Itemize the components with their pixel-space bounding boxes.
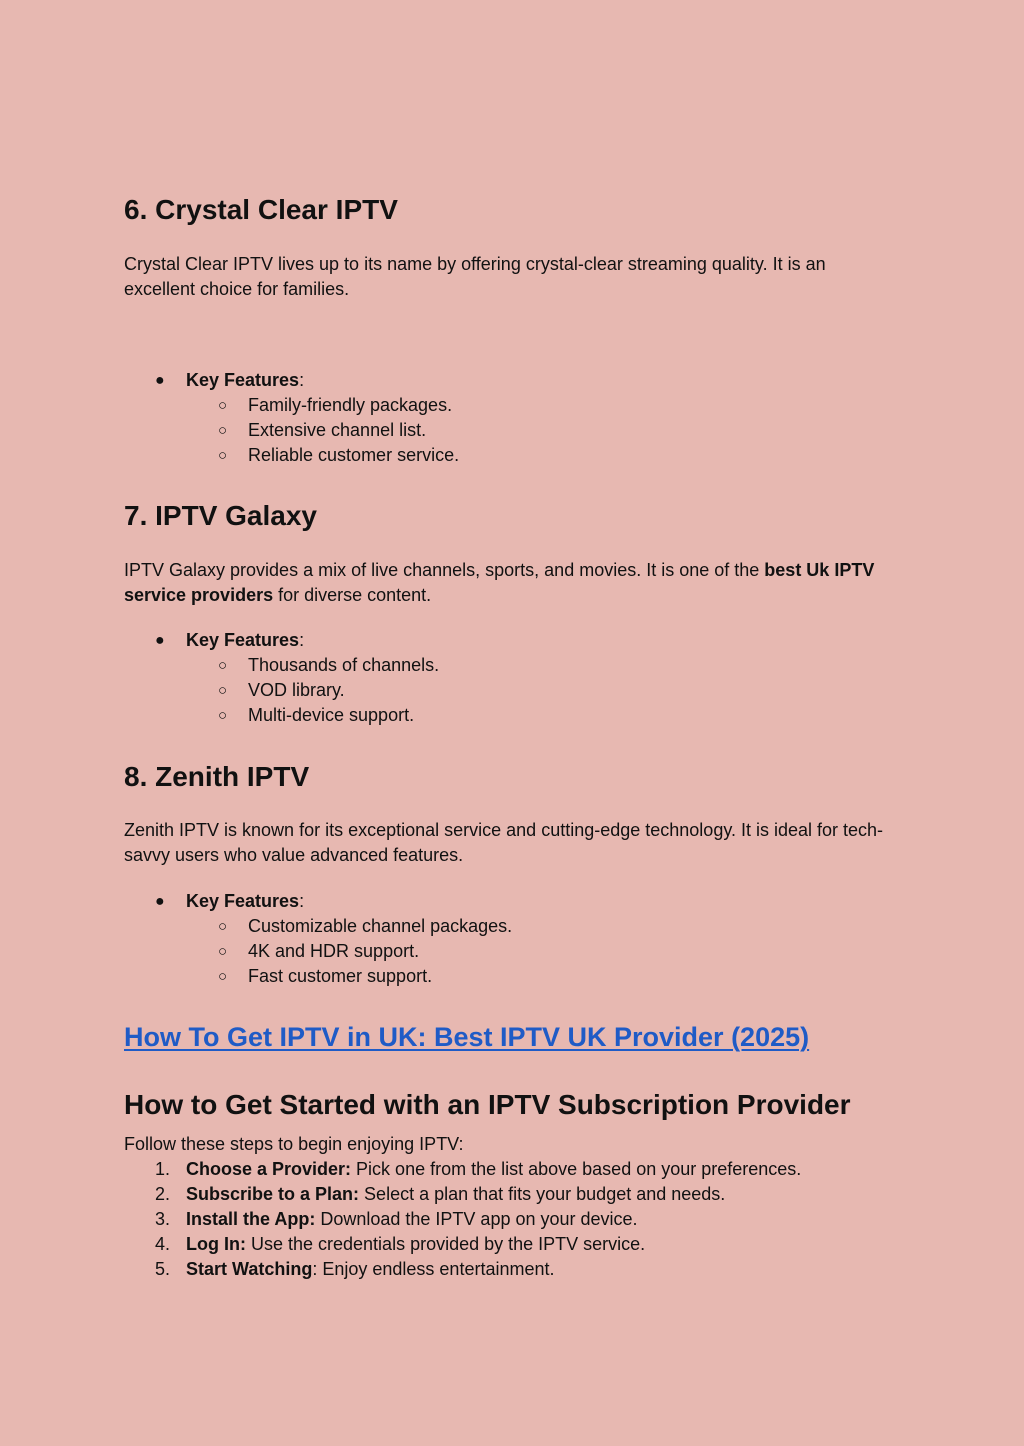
section-heading: 7. IPTV Galaxy <box>124 500 317 531</box>
step-text: Download the IPTV app on your device. <box>315 1209 638 1229</box>
feature-list <box>124 628 439 728</box>
features-colon: : <box>299 370 305 390</box>
step-text: : Enjoy endless entertainment. <box>312 1259 555 1279</box>
list-item <box>186 914 512 939</box>
bullet-circle-icon: ○ <box>218 657 228 674</box>
list-item <box>186 939 512 964</box>
bullet-circle-icon: ○ <box>218 422 228 439</box>
bullet-circle-icon: ○ <box>218 682 228 699</box>
features-colon: : <box>299 891 305 911</box>
list-item <box>186 678 439 703</box>
step-text: Select a plan that fits your budget and needs. <box>359 1184 726 1204</box>
feature-text: Multi-device support. <box>248 705 415 725</box>
bullet-disc-icon: ● <box>155 632 165 649</box>
bullet-disc-icon: ● <box>155 372 165 389</box>
list-item <box>186 393 459 418</box>
paragraph-text: Zenith IPTV is known for its exceptional service and cutting-edge technology. It is ideal for tech-savvy users who value advanced features. <box>124 820 884 865</box>
step-text: Use the credentials provided by the IPTV service. <box>245 1234 646 1254</box>
feature-text: Family-friendly packages. <box>248 395 453 415</box>
step-label: Start Watching <box>186 1259 313 1279</box>
step-number: 3. <box>155 1209 171 1229</box>
step-number: 2. <box>155 1184 171 1204</box>
list-item <box>186 653 439 678</box>
list-item <box>124 889 512 989</box>
step-item <box>124 1232 801 1257</box>
step-number: 5. <box>155 1259 171 1279</box>
feature-text: Fast customer support. <box>248 966 433 986</box>
step-item <box>124 1157 801 1182</box>
paragraph-text: for diverse content. <box>273 585 432 605</box>
bullet-circle-icon: ○ <box>218 918 228 935</box>
feature-text: Customizable channel packages. <box>248 916 513 936</box>
bullet-circle-icon: ○ <box>218 943 228 960</box>
bullet-disc-icon: ● <box>155 893 165 910</box>
paragraph-text: IPTV Galaxy provides a mix of live channels, sports, and movies. It is one of the <box>124 560 765 580</box>
bullet-circle-icon: ○ <box>218 707 228 724</box>
list-item <box>186 443 459 468</box>
getting-started-heading: How to Get Started with an IPTV Subscription Provider <box>124 1089 851 1120</box>
step-label: Log In: <box>186 1234 246 1254</box>
feature-text: Thousands of channels. <box>248 655 440 675</box>
bullet-circle-icon: ○ <box>218 968 228 985</box>
section-heading: 8. Zenith IPTV <box>124 761 310 792</box>
step-item <box>124 1257 801 1282</box>
feature-text: Reliable customer service. <box>248 445 460 465</box>
feature-list <box>124 368 459 468</box>
section-paragraph <box>124 818 884 868</box>
list-item <box>186 964 512 989</box>
paragraph-bold-text: best Uk IPTV service providers <box>124 560 875 605</box>
features-label: Key Features <box>186 370 300 390</box>
steps-list <box>124 1157 801 1282</box>
bullet-circle-icon: ○ <box>218 447 228 464</box>
step-item <box>124 1182 801 1207</box>
features-colon: : <box>299 630 305 650</box>
section-paragraph <box>124 558 884 608</box>
feature-sublist <box>186 393 459 468</box>
bullet-circle-icon: ○ <box>218 397 228 414</box>
getting-started-intro: Follow these steps to begin enjoying IPTV: <box>124 1134 464 1154</box>
step-text: Pick one from the list above based on your preferences. <box>351 1159 802 1179</box>
features-label: Key Features <box>186 630 300 650</box>
feature-sublist <box>186 653 439 728</box>
step-label: Choose a Provider: <box>186 1159 352 1179</box>
list-item <box>124 628 439 728</box>
list-item <box>186 418 459 443</box>
section-paragraph <box>124 252 884 302</box>
feature-text: 4K and HDR support. <box>248 941 420 961</box>
paragraph-text: Crystal Clear IPTV lives up to its name by offering crystal-clear streaming quality. It is an excellent choice for families. <box>124 254 826 299</box>
step-label: Subscribe to a Plan: <box>186 1184 360 1204</box>
section-heading: 6. Crystal Clear IPTV <box>124 194 398 225</box>
feature-text: Extensive channel list. <box>248 420 427 440</box>
step-label: Install the App: <box>186 1209 316 1229</box>
feature-sublist <box>186 914 512 989</box>
feature-list <box>124 889 512 989</box>
list-item <box>186 703 439 728</box>
features-label: Key Features <box>186 891 300 911</box>
list-item <box>124 368 459 468</box>
article-link-wrapper <box>124 1021 809 1053</box>
article-link[interactable]: How To Get IPTV in UK: Best IPTV UK Provider (2025) <box>124 1022 810 1052</box>
step-number: 4. <box>155 1234 171 1254</box>
step-number: 1. <box>155 1159 171 1179</box>
feature-text: VOD library. <box>248 680 345 700</box>
step-item <box>124 1207 801 1232</box>
